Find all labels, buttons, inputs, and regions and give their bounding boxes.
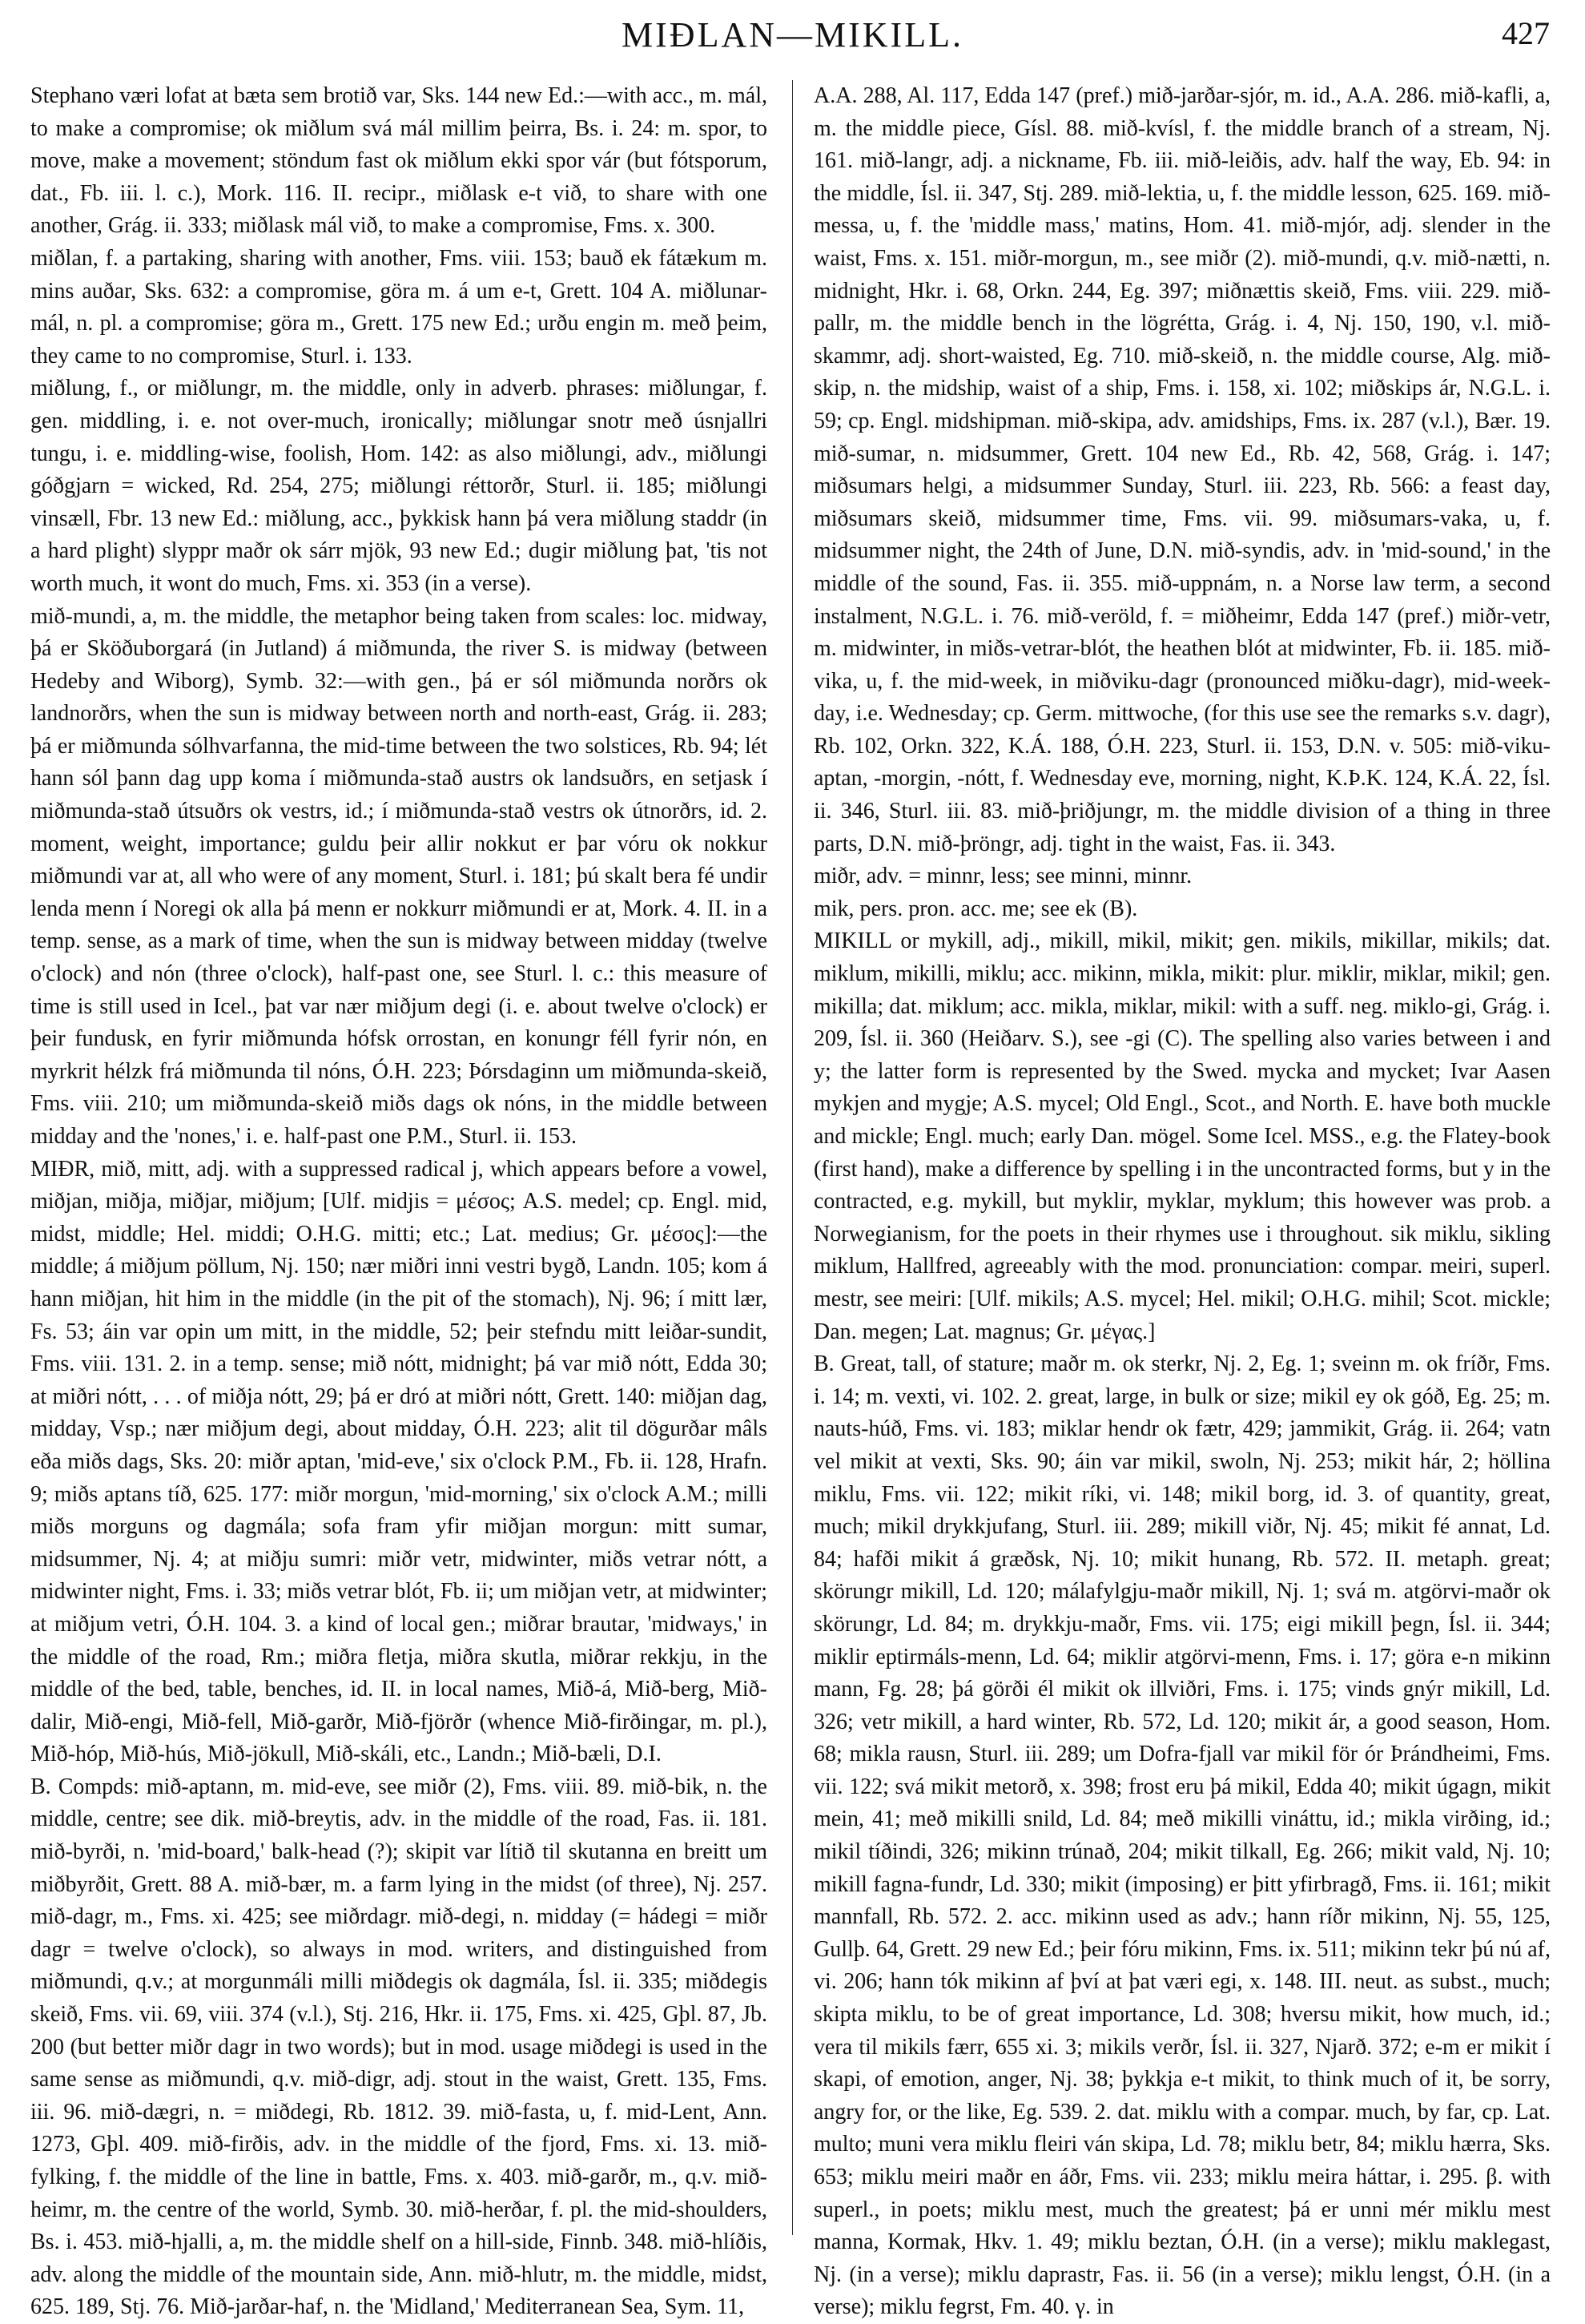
entry-compounds-continued: A.A. 288, Al. 117, Edda 147 (pref.) mið-jarðar-sjór, m. id., A.A. 286. mið-kafli, a, m. the middle piece, Gísl. 88. mið-kvísl, f. the middle branch of a stream, Nj. 161. mið-langr, adj. a nickname, Fb. iii. mið-leiðis, adv. half the way, Eb. 94: in the middle, Ísl. ii. 347, Stj. 289. mið-lektia, u, f. the middle lesson, 625. 169. mið-messa, u, f. the 'middle mass,' matins, Hom. 41. mið-mjór, adj. slender in the waist, Fms. x. 151. miðr-morgun, m., see miðr (2). mið-mundi, q.v. mið-nætti, n. midnight, Hkr. i. 68, Orkn. 244, Eg. 397; miðnættis skeið, Fms. viii. 229. mið-pallr, m. the middle bench in the lögrétta, Grág. i. 4, Nj. 150, 190, v.l. mið-skammr, adj. short-waisted, Eg. 710. mið-skeið, n. the middle course, Alg. mið-skip, n. the midship, waist of a ship, Fms. i. 158, xi. 102; miðskips ár, N.G.L. i. 59; cp. Engl. midshipman. mið-skipa, adv. amidships, Fms. ix. 287 (v.l.), Bær. 19. mið-sumar, n. midsummer, Grett. 104 new Ed., Rb. 42, 568, Grág. i. 147; miðsumars helgi, a midsummer Sunday, Sturl. iii. 223, Rb. 566: a feast day, miðsumars skeið, midsummer time, Fms. vii. 99. miðsumars-vaka, u, f. midsummer night, the 24th of June, D.N. mið-syndis, adv. in 'mid-sound,' in the middle of the sound, Fas. ii. 355. mið-uppnám, n. a Norse law term, a second instalment, N.G.L. i. 76. mið-veröld, f. = miðheimr, Edda 147 (pref.) miðr-vetr, m. midwinter, in miðs-vetrar-blót, the heathen blót at midwinter, Fb. ii. 185. mið-vika, u, f. the mid-week, in miðviku-dagr (pronounced miðku-dagr), mid-week-day, i.e. Wednesday; cp. Germ. mittwoche, (for this use see the remarks s.v. dagr), Rb. 102, Orkn. 322, K.Á. 188, Ó.H. 223, Sturl. ii. 153, D.N. v. 505: mið-viku-aptan, -morgin, -nótt, f. Wednesday eve, morning, night, K.Þ.K. 124, K.Á. 22, Ísl. ii. 346, Sturl. iii. 83. mið-þriðjungr, m. the middle division of a thing in three parts, D.N. mið-þröngr, adj. tight in the waist, Fas. ii. 343.: [814, 83, 1551, 856]
entry-mikill: MIKILL or mykill, adj., mikill, mikil, mikit; gen. mikils, mikillar, mikils; dat. miklum, mikilli, miklu; acc. mikinn, mikla, mikit: plur. miklir, miklar, mikil; gen. mikilla; dat. miklum; acc. mikla, miklar, mikil: with a suff. neg. miklo-gi, Grág. i. 209, Ísl. ii. 360 (Heiðarv. S.), see -gi (C). The spelling also varies between i and y; the latter form is represented by the Swed. mycka and mycket; Ivar Aasen mykjen and mygje; A.S. mycel; Old Engl., Scot., and North. E. have both muckle and mickle; Engl. much; early Dan. mögel. Some Icel. MSS., e.g. the Flatey-book (first hand), make a difference by spelling i in the uncontracted forms, but y in the contracted, e.g. mykill, but myklir, myklar, myklum; this however was prob. a Norwegianism, for the poets in their rhymes use i throughout. sik miklu, sikling miklum, Hallfred, agreeably with the mod. pronunciation: compar. meiri, superl. mestr, see meiri: [Ulf. mikils; A.S. mycel; Hel. mikil; O.H.G. mihil; Scot. mickle; Dan. megen; Lat. magnus; Gr. μέγας.]: [814, 928, 1551, 1344]
running-head: [0, 14, 1585, 62]
entry-mikill-senses: B. Great, tall, of stature; maðr m. ok sterkr, Nj. 2, Eg. 1; sveinn m. ok fríðr, Fms. i. 14; m. vexti, vi. 102. 2. great, large, in bulk or size; mikil ey ok góð, Eg. 25; m. nauts-húð, Fms. vi. 183; miklar hendr ok fætr, 429; jammikit, Grág. ii. 264; vatn vel mikit at vexti, Sks. 90; áin var mikil, swoln, Nj. 253; mikit hár, 2; höllina miklu, Fms. vii. 122; mikit ríki, vi. 148; mikil borg, id. 3. of quantity, great, much; mikil drykkjufang, Sturl. iii. 289; mikill viðr, Nj. 45; mikit fé annat, Ld. 84; hafði mikit á græðsk, Nj. 10; mikit hunang, Rb. 572. II. metaph. great; skörungr mikill, Ld. 120; málafylgju-maðr mikill, Nj. 1; svá m. atgörvi-maðr ok skörungr, Ld. 84; m. drykkju-maðr, Fms. vii. 175; eigi mikill þegn, Ísl. ii. 344; miklir eptirmáls-menn, Ld. 64; miklir atgörvi-menn, Fms. i. 17; göra e-n mikinn mann, Fg. 28; þá görði él mikit ok illviðri, Fms. i. 175; vinds gnýr mikill, Ld. 326; vetr mikill, a hard winter, Rb. 572, Ld. 120; mikit ár, a good season, Hom. 68; mikla rausn, Sturl. iii. 289; um Dofra-fjall var mikil för ór Þrándheimi, Fms. vii. 122; svá mikit metorð, x. 398; frost eru þá mikil, Edda 40; mikit úgagn, mikit mein, 41; með mikilli snild, Ld. 84; með mikilli vináttu, id.; mikla virðing, id.; mikil tíðindi, 326; mikinn trúnað, 204; mikit tilkall, Eg. 266; mikit vald, Nj. 10; mikill fagna-fundr, Ld. 330; mikit (imposing) er þitt yfirbragð, Fms. ii. 161; mikit mannfall, Rb. 572. 2. acc. mikinn used as adv.; hann ríðr mikinn, Nj. 55, 125, Gullþ. 64, Grett. 29 new Ed.; þeir fóru mikinn, Fms. ix. 511; mikinn tekr þú nú af, vi. 206; hann tók mikinn af því at þat væri egi, x. 148. III. neut. as subst., much; skipta miklu, to be of great importance, Ld. 308; hversu mikit, how much, id.; vera til mikils færr, 655 xi. 3; mikils verðr, Ísl. ii. 327, Njarð. 372; e-m er mikit í skapi, of emotion, anger, Nj. 38; þykkja e-t mikit, to think much of it, be sorry, angry for, or the like, Eg. 539. 2. dat. miklu with a compar. much, by far, cp. Lat. multo; muni vera miklu fleiri ván skipa, Ld. 78; miklu betr, 84; miklu hærra, Sks. 653; miklu meiri maðr en áðr, Fms. vii. 233; miklu meira háttar, i. 295. β. with superl., in poets; miklu mest, much the greatest; þá er unni mér miklu mest manna, Kormak, Hkv. 1. 49; miklu beztan, Ó.H. (in a verse); miklu maklegast, Nj. (in a verse); miklu daprastr, Fas. ii. 56 (in a verse); miklu lengst, Ó.H. (in a verse); miklu fegrst, Fm. 40. γ. in: [814, 1351, 1551, 2320]
column-divider: [792, 80, 794, 2235]
page-number: 427: [1502, 15, 1550, 51]
entry-compounds: B. Compds: mið-aptann, m. mid-eve, see miðr (2), Fms. viii. 89. mið-bik, n. the middle, centre; see dik. mið-breytis, adv. in the middle of the road, Fas. ii. 181. mið-byrði, n. 'mid-board,' balk-head (?); skipit var lítið til skutanna en breitt um miðbyrðit, Grett. 88 A. mið-bær, m. a farm lying in the midst (of three), Nj. 257. mið-dagr, m., Fms. xi. 425; see miðrdagr. mið-degi, n. midday (= hádegi = miðr dagr = twelve o'clock), so always in mod. writers, and distinguished from miðmundi, q.v.; at morgunmáli milli miðdegis ok dagmála, Ísl. ii. 335; miðdegis skeið, Fms. vii. 69, viii. 374 (v.l.), Stj. 216, Hkr. ii. 175, Fms. xi. 425, Gþl. 87, Jb. 200 (but better miðr dagr in two words); but in mod. usage miðdegi is used in the same sense as miðmundi, q.v. mið-digr, adj. stout in the waist, Grett. 135, Fms. iii. 96. mið-dægri, n. = miðdegi, Rb. 1812. 39. mið-fasta, u, f. mid-Lent, Ann. 1273, Gþl. 409. mið-firðis, adv. in the middle of the fjord, Fms. xi. 13. mið-fylking, f. the middle of the line in battle, Fms. x. 403. mið-garðr, m., q.v. mið-heimr, m. the centre of the world, Symb. 30. mið-herðar, f. pl. the mid-shoulders, Bs. i. 453. mið-hjalli, a, m. the middle shelf on a hill-side, Finnb. 348. mið-hlíðis, adv. along the middle of the mountain side, Ann. mið-hlutr, m. the middle, midst, 625. 189, Stj. 76. Mið-jarðar-haf, n. the 'Midland,' Mediterranean Sea, Sym. 11,: [30, 1774, 767, 2320]
entry-midr-adv: miðr, adv. = minnr, less; see minni, minnr.: [814, 864, 1193, 889]
entry-mid-mundi: mið-mundi, a, m. the middle, the metaphor being taken from scales: loc. midway, þá er Sköðuborgará (in Jutland) á miðmunda, the river S. is midway (between Hedeby and Wiborg), Symb. 32:—with gen., þá er sól miðmunda norðrs ok landnorðrs, when the sun is midway between north and north-east, Grág. ii. 283; þá er miðmunda sólhvarfanna, the mid-time between the two solstices, Rb. 94; lét hann sól þann dag upp koma í miðmunda-stað austrs ok landsuðrs, en setjask í miðmunda-stað útsuðrs ok vestrs, id.; í miðmunda-stað vestrs ok útnorðrs, id. 2. moment, weight, importance; guldu þeir allir nokkut er þar vóru ok nokkur miðmundi var at, all who were of any moment, Sturl. i. 181; þú skalt bera fé undir lenda menn í Noregi ok alla þá menn er nokkurr miðmundi er at, Mork. 4. II. in a temp. sense, as a mark of time, when the sun is midway between midday (twelve o'clock) and nón (three o'clock), half-past one, see Sturl. l. c.: this measure of time is still used in Icel., þat var nær miðjum degi (i. e. about twelve o'clock) er þeir fundusk, en fyrir miðmunda hófsk orrostan, en konungr féll fyrir nón, en myrkrit hélzk frá miðmunda til nóns, Ó.H. 223; Þórsdaginn um miðmunda-skeið, Fms. viii. 210; um miðmunda-skeið miðs dags ok nóns, in the middle between midday and the 'nones,' i. e. half-past one P.M., Sturl. ii. 153.: [30, 603, 767, 1149]
entry-midlan: miðlan, f. a partaking, sharing with another, Fms. viii. 153; bauð ek fátækum m. mins auðar, Sks. 632: a compromise, göra m. á um e-t, Grett. 104 A. miðlunar-mál, n. pl. a compromise; göra m., Grett. 175 new Ed.; urðu engin m. með þeim, they came to no compromise, Sturl. i. 133.: [30, 245, 767, 369]
entry-midlung: miðlung, f., or miðlungr, m. the middle, only in adverb. phrases: miðlungar, f. gen. middling, i. e. not over-much, ironically; miðlungar snotr með úsnjallri tungu, i. e. middling-wise, foolish, Hom. 142: as also miðlungi, adv., miðlungi góðgjarn = wicked, Rd. 254, 275; miðlungi réttorðr, Sturl. ii. 185; miðlungi vinsæll, Fbr. 13 new Ed.: miðlung, acc., þykkisk hann þá vera miðlung staddr (in a hard plight) slyppr maðr ok sárr mjök, 93 new Ed.; dugir miðlung þat, 'tis not worth much, it wont do much, Fms. xi. 353 (in a verse).: [30, 376, 767, 596]
left-column: [30, 80, 767, 2320]
entry-mik: mik, pers. pron. acc. me; see ek (B).: [814, 896, 1138, 921]
right-column: [814, 80, 1551, 2320]
entry-midr: MIÐR, mið, mitt, adj. with a suppressed radical j, which appears before a vowel, miðjan, miðja, miðjar, miðjum; [Ulf. midjis = μέσος; A.S. medel; cp. Engl. mid, midst, middle; Hel. middi; O.H.G. mitti; etc.; Lat. medius; Gr. μέσος]:—the middle; á miðjum pöllum, Nj. 150; nær miðri inni vestri bygð, Landn. 105; kom á hann miðjan, hit him in the middle (in the pit of the stomach), Nj. 96; í mitt lær, Fs. 53; áin var opin um mitt, in the middle, 52; þeir stefndu mitt leiðar-sundit, Fms. viii. 131. 2. in a temp. sense; mið nótt, midnight; þá var mið nótt, Edda 30; at miðri nótt, . . . of miðja nótt, 29; þá er dró at miðri nótt, Grett. 140: miðjan dag, midday, Vsp.; nær miðjum degi, about midday, Ó.H. 223; alit til dögurðar mâls eða miðs dags, Sks. 20: miðr aptan, 'mid-eve,' six o'clock P.M., Fb. ii. 128, Hrafn. 9; miðs aptans tíð, 625. 177: miðr morgun, 'mid-morning,' six o'clock A.M.; milli miðs morguns og dagmála; sofa fram yfir miðjan morgun: mitt sumar, midsummer, Nj. 4; at miðju sumri: miðr vetr, midwinter, miðs vetrar nótt, a midwinter night, Fms. i. 33; miðs vetrar blót, Fb. ii; um miðjan vetr, at midwinter; at miðjum vetri, Ó.H. 104. 3. a kind of local gen.; miðrar brautar, 'midways,' in the middle of the road, Rm.; miðra fletja, miðra skutla, miðrar rekkju, in the middle of the bed, table, benches, id. II. in local names, Mið-á, Mið-berg, Mið-dalir, Mið-engi, Mið-fell, Mið-garðr, Mið-fjörðr (whence Mið-firðingar, m. pl.), Mið-hóp, Mið-hús, Mið-jökull, Mið-skáli, etc., Landn.; Mið-bæli, D.I.: [30, 1156, 767, 1767]
entry-stephano-continuation: Stephano væri lofat at bæta sem brotið var, Sks. 144 new Ed.:—with acc., m. mál, to make a compromise; ok miðlum svá mál millim þeirra, Bs. i. 24: m. spor, to move, make a movement; stöndum fast ok miðlum ekki spor vár (but fótsporum, dat., Fb. iii. l. c.), Mork. 116. II. recipr., miðlask e-t við, to share with one another, Grág. ii. 333; miðlask mál við, to make a compromise, Fms. x. 300.: [30, 83, 767, 239]
page-title: MIÐLAN—MIKILL.: [622, 15, 963, 54]
